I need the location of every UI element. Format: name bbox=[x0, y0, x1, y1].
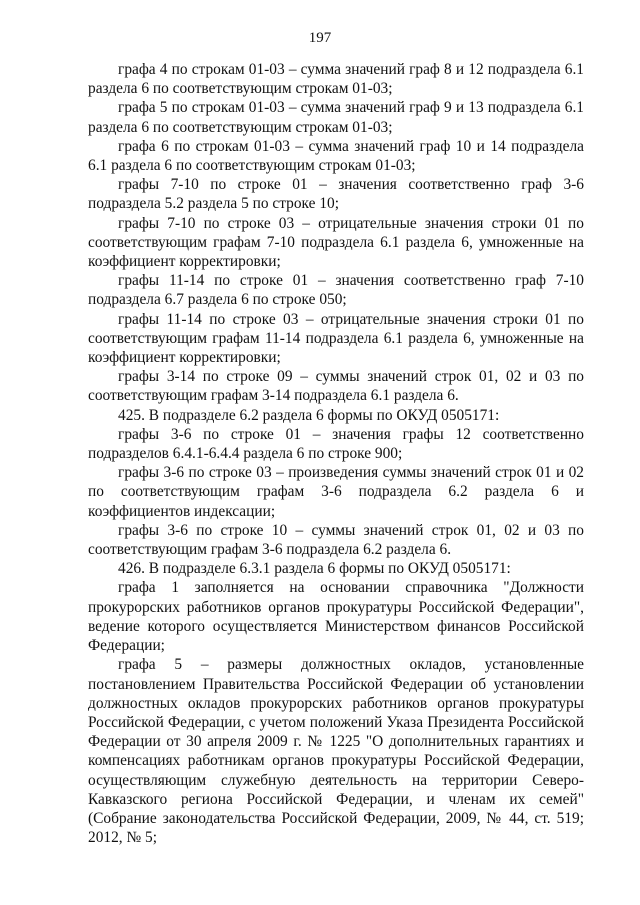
paragraph: графы 3-6 по строке 01 – значения графы 12 соответственно подразделов 6.4.1-6.4.4 раздела 6 по строке 900; bbox=[88, 425, 584, 463]
paragraph: графа 4 по строкам 01-03 – сумма значений граф 8 и 12 подраздела 6.1 раздела 6 по соответствующим строкам 01-03; bbox=[88, 61, 584, 98]
paragraph: графы 11-14 по строке 01 – значения соответственно граф 7-10 подраздела 6.7 раздела 6 по строке 050; bbox=[88, 272, 584, 309]
paragraph: графы 7-10 по строке 03 – отрицательные значения строки 01 по соответствующим графам 7-10 подраздела 6.1 раздела 6, умноженные на коэффициент корректировки; bbox=[88, 214, 584, 271]
paragraph: графы 7-10 по строке 01 – значения соответственно граф 3-6 подраздела 5.2 раздела 5 по строке 10; bbox=[88, 176, 584, 213]
paragraph: графы 3-14 по строке 09 – суммы значений строк 01, 02 и 03 по соответствующим графам 3-14 подраздела 6.1 раздела 6. bbox=[88, 368, 584, 405]
paragraph: графа 5 по строкам 01-03 – сумма значений граф 9 и 13 подраздела 6.1 раздела 6 по соответствующим строкам 01-03; bbox=[88, 99, 584, 136]
paragraph: графа 1 заполняется на основании справочника "Должности прокурорских работников органов прокуратуры Российской Федерации", ведение которого осуществляется Министерством финансов Российской Федерации; bbox=[88, 579, 584, 655]
paragraph: графа 6 по строкам 01-03 – сумма значений граф 10 и 14 подраздела 6.1 раздела 6 по соответствующим строкам 01-03; bbox=[88, 137, 584, 175]
section-heading-425: 425. В подразделе 6.2 раздела 6 формы по ОКУД 0505171: bbox=[118, 406, 500, 424]
section-heading-426: 426. В подразделе 6.3.1 раздела 6 формы по ОКУД 0505171: bbox=[118, 560, 511, 578]
paragraph: графы 3-6 по строке 03 – произведения суммы значений строк 01 и 02 по соответствующим графам 3-6 подраздела 6.2 раздела 6 и коэффициентов индексации; bbox=[88, 464, 584, 520]
paragraph: графы 11-14 по строке 03 – отрицательные значения строки 01 по соответствующим графам 11-14 подраздела 6.1 раздела 6, умноженные на коэффициент корректировки; bbox=[88, 310, 584, 367]
body-text bbox=[88, 60, 584, 847]
paragraph: графы 3-6 по строке 10 – суммы значений строк 01, 02 и 03 по соответствующим графам 3-6 подраздела 6.2 раздела 6. bbox=[88, 521, 584, 559]
page-number: 197 bbox=[308, 30, 332, 46]
paragraph: графа 5 – размеры должностных окладов, установленные постановлением Правительства Российской Федерации об установлении должностных окладов прокурорских работников органов прокуратуры Российской Федерации, с учетом положений Указа Президента Российской Федерации от 30 апреля 2009 г. № 1225 "О дополнительных гарантиях и компенсациях работникам органов прокуратуры Российской Федерации, осуществляющим служебную деятельность на территории Северо-Кавказского региона Российской Федерации, и членам их семей" (Собрание законодательства Российской Федерации, 2009, № 44, ст. 519; 2012, № 5; bbox=[88, 656, 584, 847]
